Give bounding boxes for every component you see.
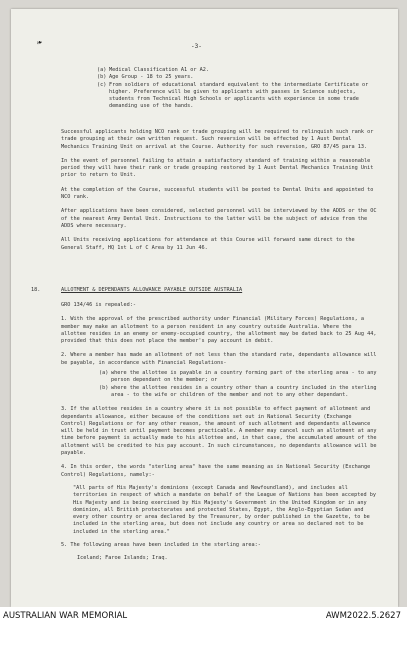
archive-footer [0,607,407,653]
paragraph: All Units receiving applications for attendance at this Course will forward same direct to the General Staff, HQ 1st L of C Area by 11 Jun 46. [61,237,355,251]
section-heading: ALLOTMENT & DEPENDANTS ALLOWANCE PAYABLE OUTSIDE AUSTRALIA [61,287,243,293]
intro-list [97,67,377,111]
paragraph-1: 1. With the approval of the prescribed authority under Financial (Military Forces) Regulations, a member may make an allotment to a person resident in any country outside Australia. Where the allottee resides in an enemy or enemy-occupied country, the allotment may be dated back to 25 Aug 44, provided that this does not place the member's pay account in debit. [61,316,377,345]
paragraph: Successful applicants holding NCO rank or trade grouping will be required to relinquish such rank or trade grouping at their own written request. Such reversion will be effected by 1 Aust Dental Mechanics Training Unit on arrival at the Course. Authority for such reversion, GRO 87/45 para 13. [61,129,374,150]
paragraphs-top [61,129,379,252]
paragraph-4: 4. In this order, the words "sterling area" have the same meaning as in National Security (Exchange Control) Regulations, namely:- [61,464,371,478]
paragraph-2: 2. Where a member has made an allotment of not less than the standard rate, dependants allowance will be payable, in accordance with Financial Regulations- [61,352,377,366]
paragraph: At the completion of the Course, successful students will be posted to Dental Units and appointed to NCO rank. [61,186,374,201]
margin-number: 18. [31,287,41,293]
paragraph-5: 5. The following areas have been included in the sterling area:- [61,542,261,549]
paragraph-2-list [61,370,379,399]
paragraph: In the event of personnel failing to attain a satisfactory standard of training within a reasonable period they will have their rank or trade grouping restored by 1 Aust Dental Mechanics Training Unit prior to return to Unit. [61,157,374,179]
handwritten-mark-icon: ❧ [35,37,44,49]
paragraph-3: 3. If the allottee resides in a country where it is not possible to effect payment of allotment and dependants allowance, either because of the conditions set out in National Security (Exchange Control) Regulations or for any other reason, the amount of such allotment and dependants allowance will be held in trust until payment becomes practicable. A member may cancel such an allotment at any time before payment is actually made to his allottee and, in that case, the accumulated amount of the allotment will be credited to his pay account. In such circumstances, no dependants allowance will be payable. [61,406,377,457]
paragraph: After applications have been considered, selected personnel will be interviewed by the ADDS or the OC of the nearest Army Dental Unit. Instructions to the latter will be the subject of advice from the ADDS where necessary. [61,208,377,229]
list-item: (a) Medical Classification A1 or A2. [97,67,209,73]
list-item: (b) Age Group - 18 to 25 years. [97,74,194,81]
list-item: (b) where the allottee resides in a country other than a country included in the sterling area - to the wife or children of the member and not to any other dependant. [99,384,377,398]
sterling-area-quote: "All parts of His Majesty's dominions (except Canada and Newfoundland), and includes all territories in respect of which a mandate on behalf of the League of Nations has been accepted by His Majesty and is being exercised by His Majesty's Government in the United Kingdom or in any dominion, all British protectorates and protected States, Egypt, the Anglo-Egyptian Sudan and every other country or area declared by the Treasurer, by order published in the Gazette, to be included in the sterling area, but does not include any country or area so declared not to be included in the sterling area." [73,484,376,535]
list-item: (a) where the allottee is payable in a country forming part of the sterling area - to any person dependant on the member; or [99,370,377,384]
document-page [11,9,398,607]
footer-accession-number: AWM2022.5.2627 [325,611,401,621]
list-item: (c) From soldiers of educational standard equivalent to the intermediate Certificate or higher. Preference will be given to applicants with passes in Science subjects, students from Technical High Schools or applicants with experience in some trade demanding use of the hands. [97,81,369,110]
page-number: -3- [191,43,202,50]
section-body [61,302,379,563]
footer-institution: AUSTRALIAN WAR MEMORIAL [3,611,128,621]
repealed-line: GRO 134/46 is repealed:- [61,302,136,308]
sterling-area-list: Iceland; Faroe Islands; Iraq. [77,555,168,562]
